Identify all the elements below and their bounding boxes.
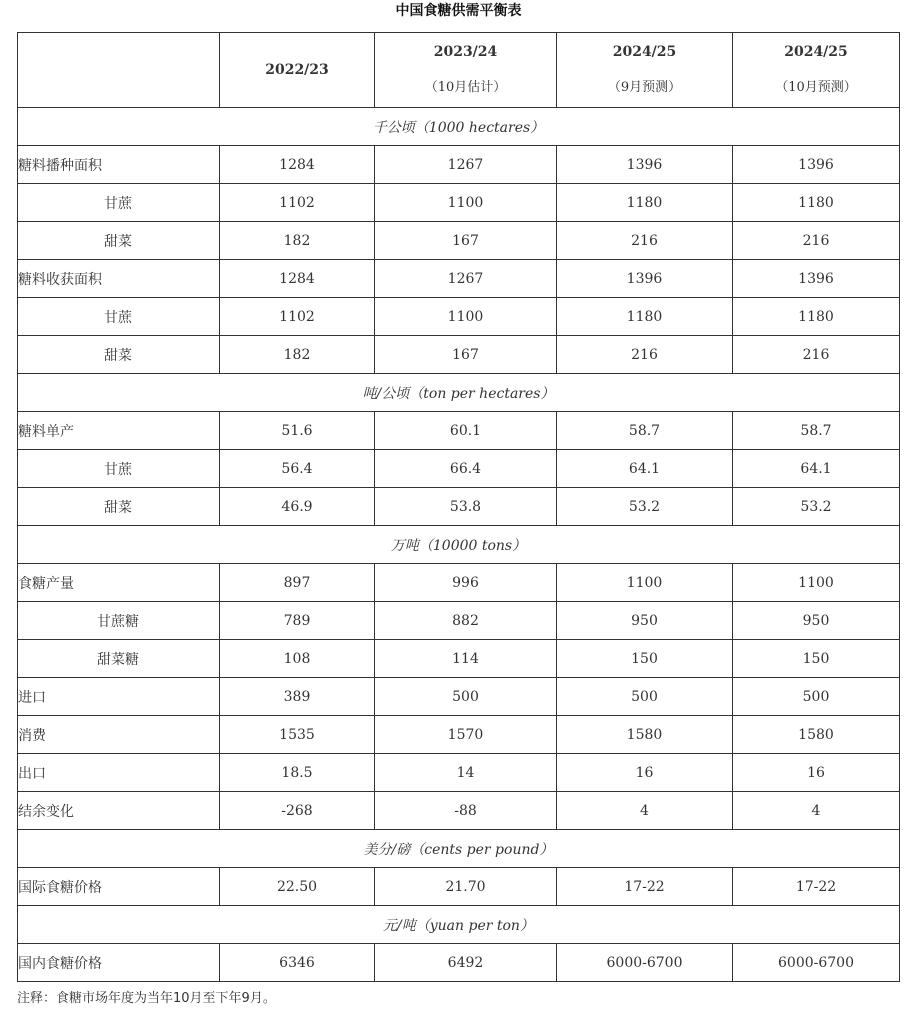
cell-value: 167	[375, 336, 557, 374]
row-label: 进口	[18, 678, 220, 716]
cell-value: 1180	[733, 298, 900, 336]
sugar-balance-table	[17, 32, 900, 982]
cell-value: 58.7	[733, 412, 900, 450]
table-row	[18, 640, 900, 678]
cell-value: 1396	[557, 146, 733, 184]
cell-value: 114	[375, 640, 557, 678]
cell-value: 150	[733, 640, 900, 678]
cell-value: -268	[220, 792, 375, 830]
table-row	[18, 716, 900, 754]
cell-value: 56.4	[220, 450, 375, 488]
cell-value: 108	[220, 640, 375, 678]
cell-value: 64.1	[557, 450, 733, 488]
cell-value: 4	[557, 792, 733, 830]
cell-value: 16	[733, 754, 900, 792]
cell-value: 950	[733, 602, 900, 640]
cell-value: 46.9	[220, 488, 375, 526]
cell-value: 17-22	[557, 868, 733, 906]
row-label: 甘蔗糖	[18, 602, 220, 640]
cell-value: 6000-6700	[733, 944, 900, 982]
row-label: 国际食糖价格	[18, 868, 220, 906]
table-row	[18, 944, 900, 982]
cell-value: 1284	[220, 146, 375, 184]
row-label: 糖料收获面积	[18, 260, 220, 298]
header-corner	[18, 33, 220, 108]
cell-value: 53.2	[733, 488, 900, 526]
row-label: 出口	[18, 754, 220, 792]
cell-value: 17-22	[733, 868, 900, 906]
cell-value: 4	[733, 792, 900, 830]
cell-value: 6000-6700	[557, 944, 733, 982]
cell-value: 996	[375, 564, 557, 602]
cell-value: 1100	[375, 184, 557, 222]
cell-value: -88	[375, 792, 557, 830]
cell-value: 1102	[220, 298, 375, 336]
cell-value: 216	[557, 222, 733, 260]
cell-value: 897	[220, 564, 375, 602]
cell-value: 51.6	[220, 412, 375, 450]
unit-row	[18, 830, 900, 868]
cell-value: 216	[733, 222, 900, 260]
cell-value: 60.1	[375, 412, 557, 450]
cell-value: 1267	[375, 260, 557, 298]
cell-value: 1180	[557, 298, 733, 336]
cell-value: 1284	[220, 260, 375, 298]
cell-value: 882	[375, 602, 557, 640]
unit-row	[18, 108, 900, 146]
cell-value: 21.70	[375, 868, 557, 906]
cell-value: 216	[733, 336, 900, 374]
table-row	[18, 146, 900, 184]
unit-label: 美分/磅（cents per pound）	[18, 830, 900, 868]
row-label: 甘蔗	[18, 450, 220, 488]
cell-value: 950	[557, 602, 733, 640]
header-sub: （9月预测）	[607, 80, 682, 95]
unit-label: 万吨（10000 tons）	[18, 526, 900, 564]
cell-value: 1396	[557, 260, 733, 298]
cell-value: 18.5	[220, 754, 375, 792]
cell-value: 66.4	[375, 450, 557, 488]
table-row	[18, 336, 900, 374]
header-col-3	[557, 33, 733, 108]
cell-value: 150	[557, 640, 733, 678]
row-label: 糖料单产	[18, 412, 220, 450]
table-row	[18, 412, 900, 450]
cell-value: 1396	[733, 146, 900, 184]
cell-value: 167	[375, 222, 557, 260]
row-label: 结余变化	[18, 792, 220, 830]
header-row	[18, 33, 900, 108]
cell-value: 1570	[375, 716, 557, 754]
unit-label: 元/吨（yuan per ton）	[18, 906, 900, 944]
header-sub: （10月估计）	[424, 80, 507, 95]
cell-value: 14	[375, 754, 557, 792]
cell-value: 53.2	[557, 488, 733, 526]
cell-value: 58.7	[557, 412, 733, 450]
cell-value: 182	[220, 222, 375, 260]
cell-value: 6492	[375, 944, 557, 982]
unit-label: 千公顷（1000 hectares）	[18, 108, 900, 146]
row-label: 国内食糖价格	[18, 944, 220, 982]
unit-row	[18, 526, 900, 564]
table-row	[18, 222, 900, 260]
cell-value: 1580	[733, 716, 900, 754]
cell-value: 1580	[557, 716, 733, 754]
cell-value: 1267	[375, 146, 557, 184]
row-label: 甘蔗	[18, 184, 220, 222]
table-row	[18, 602, 900, 640]
cell-value: 182	[220, 336, 375, 374]
cell-value: 1180	[733, 184, 900, 222]
cell-value: 1535	[220, 716, 375, 754]
table-row	[18, 868, 900, 906]
header-col-4	[733, 33, 900, 108]
table-row	[18, 678, 900, 716]
footnote: 注释：食糖市场年度为当年10月至下年9月。	[17, 991, 276, 1006]
row-label: 甜菜	[18, 488, 220, 526]
unit-row	[18, 906, 900, 944]
cell-value: 1180	[557, 184, 733, 222]
row-label: 甜菜	[18, 222, 220, 260]
cell-value: 1100	[733, 564, 900, 602]
row-label: 甜菜糖	[18, 640, 220, 678]
cell-value: 16	[557, 754, 733, 792]
table-row	[18, 260, 900, 298]
cell-value: 6346	[220, 944, 375, 982]
row-label: 食糖产量	[18, 564, 220, 602]
row-label: 甜菜	[18, 336, 220, 374]
cell-value: 500	[375, 678, 557, 716]
cell-value: 389	[220, 678, 375, 716]
cell-value: 22.50	[220, 868, 375, 906]
unit-label: 吨/公顷（ton per hectares）	[18, 374, 900, 412]
header-year: 2023/24	[433, 44, 498, 60]
cell-value: 1396	[733, 260, 900, 298]
cell-value: 789	[220, 602, 375, 640]
cell-value: 216	[557, 336, 733, 374]
table-row	[18, 792, 900, 830]
cell-value: 1100	[557, 564, 733, 602]
row-label: 甘蔗	[18, 298, 220, 336]
cell-value: 1100	[375, 298, 557, 336]
cell-value: 500	[557, 678, 733, 716]
table-row	[18, 754, 900, 792]
table-row	[18, 564, 900, 602]
table-title: 中国食糖供需平衡表	[395, 3, 522, 19]
table-row	[18, 488, 900, 526]
table-row	[18, 450, 900, 488]
header-col-2	[375, 33, 557, 108]
cell-value: 1102	[220, 184, 375, 222]
row-label: 消费	[18, 716, 220, 754]
row-label: 糖料播种面积	[18, 146, 220, 184]
cell-value: 53.8	[375, 488, 557, 526]
cell-value: 500	[733, 678, 900, 716]
header-year: 2024/25	[784, 44, 848, 60]
header-sub: （10月预测）	[775, 80, 857, 95]
unit-row	[18, 374, 900, 412]
header-col-1	[220, 33, 375, 108]
header-year: 2024/25	[612, 44, 677, 60]
table-row	[18, 184, 900, 222]
cell-value: 64.1	[733, 450, 900, 488]
table-row	[18, 298, 900, 336]
header-year: 2022/23	[265, 62, 329, 78]
